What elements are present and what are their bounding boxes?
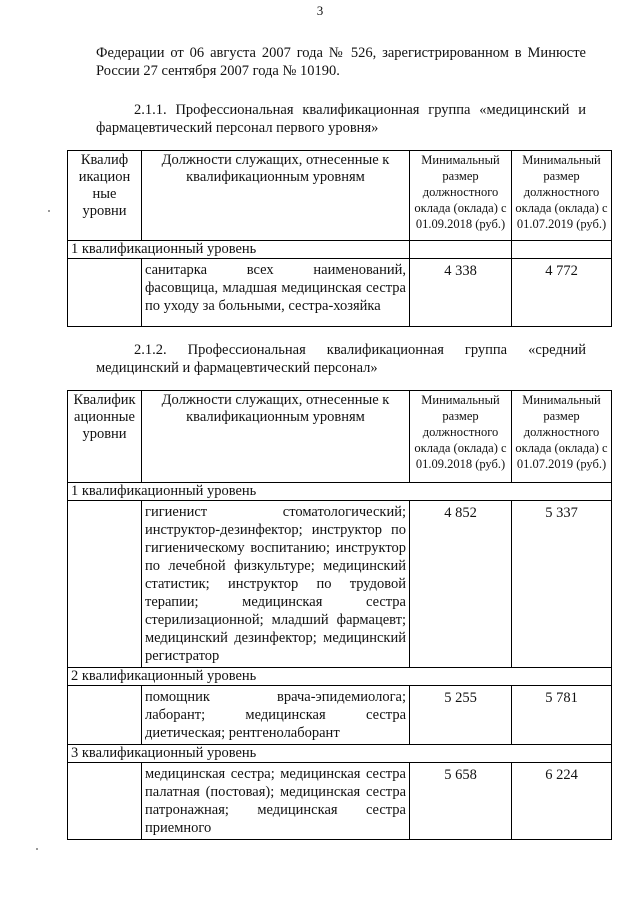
scan-speck bbox=[36, 848, 38, 850]
salary-2018-cell: 5 255 bbox=[410, 686, 512, 745]
table-row bbox=[68, 501, 612, 668]
header-positions: Должности служащих, отнесенные к квалификационным уровням bbox=[142, 391, 410, 483]
table-header-row bbox=[68, 391, 612, 483]
level-label: 2 квалификационный уровень bbox=[68, 668, 612, 686]
level-row bbox=[68, 745, 612, 763]
salary-2018-cell: 5 658 bbox=[410, 763, 512, 840]
header-salary-2019: Минимальный размер должностного оклада (оклада) с 01.07.2019 (руб.) bbox=[512, 151, 612, 241]
positions-cell: помощник врача-эпидемиолога; лаборант; медицинская сестра диетическая; рентгенолаборант bbox=[142, 686, 410, 745]
level-label: 1 квалификационный уровень bbox=[68, 241, 410, 259]
level-row bbox=[68, 668, 612, 686]
page-number: 3 bbox=[316, 3, 324, 18]
salary-2019-cell: 4 772 bbox=[512, 259, 612, 327]
table-row bbox=[68, 259, 612, 327]
intro-paragraph bbox=[96, 44, 586, 80]
positions-cell: санитарка всех наименований, фасовщица, младшая медицинская сестра по уходу за больными, сестра-хозяйка bbox=[142, 259, 410, 327]
table-row bbox=[68, 686, 612, 745]
table-header-row bbox=[68, 151, 612, 241]
header-level: Квалифик ационные уровни bbox=[68, 391, 142, 483]
salary-2018-cell: 4 852 bbox=[410, 501, 512, 668]
header-positions: Должности служащих, отнесенные к квалификационным уровням bbox=[142, 151, 410, 241]
level-row bbox=[68, 241, 612, 259]
level-row bbox=[68, 483, 612, 501]
positions-cell: медицинская сестра; медицинская сестра палатная (постовая); медицинская сестра патронажная; медицинская сестра приемного bbox=[142, 763, 410, 840]
section-1-heading-line-1: 2.1.1. Профессиональная квалификационная группа «медицинский и bbox=[134, 102, 586, 118]
salary-2019-cell: 6 224 bbox=[512, 763, 612, 840]
section-2-heading bbox=[96, 341, 586, 377]
header-salary-2018: Минимальный размер должностного оклада (оклада) с 01.09.2018 (руб.) bbox=[410, 151, 512, 241]
table-section-2 bbox=[67, 390, 612, 840]
table-section-1 bbox=[67, 150, 612, 327]
intro-line-1: Федерации от 06 августа 2007 года № 526, зарегистрированном в Минюсте bbox=[96, 45, 586, 61]
level-label: 3 квалификационный уровень bbox=[68, 745, 612, 763]
section-1-heading-line-2: фармацевтический персонал первого уровня» bbox=[96, 120, 379, 136]
table-row bbox=[68, 763, 612, 840]
section-2-heading-line-2: медицинский и фармацевтический персонал» bbox=[96, 360, 378, 376]
positions-cell: гигиенист стоматологический; инструктор-дезинфектор; инструктор по гигиеническому воспитанию; инструктор по лечебной физкультуре; медицинский статистик; инструктор по трудовой терапии; медицинская сестра стерилизационной; младший фармацевт; медицинский дезинфектор; медицинский регистратор bbox=[142, 501, 410, 668]
salary-2019-cell: 5 781 bbox=[512, 686, 612, 745]
section-1-heading bbox=[96, 101, 586, 137]
header-salary-2018: Минимальный размер должностного оклада (оклада) с 01.09.2018 (руб.) bbox=[410, 391, 512, 483]
level-label: 1 квалификационный уровень bbox=[68, 483, 612, 501]
header-level: Квалиф икацион ные уровни bbox=[68, 151, 142, 241]
section-2-heading-line-1: 2.1.2. Профессиональная квалификационная группа «средний bbox=[134, 342, 586, 358]
scan-speck bbox=[48, 210, 50, 212]
intro-line-2: России 27 сентября 2007 года № 10190. bbox=[96, 63, 340, 79]
header-salary-2019: Минимальный размер должностного оклада (оклада) с 01.07.2019 (руб.) bbox=[512, 391, 612, 483]
salary-2019-cell: 5 337 bbox=[512, 501, 612, 668]
salary-2018-cell: 4 338 bbox=[410, 259, 512, 327]
